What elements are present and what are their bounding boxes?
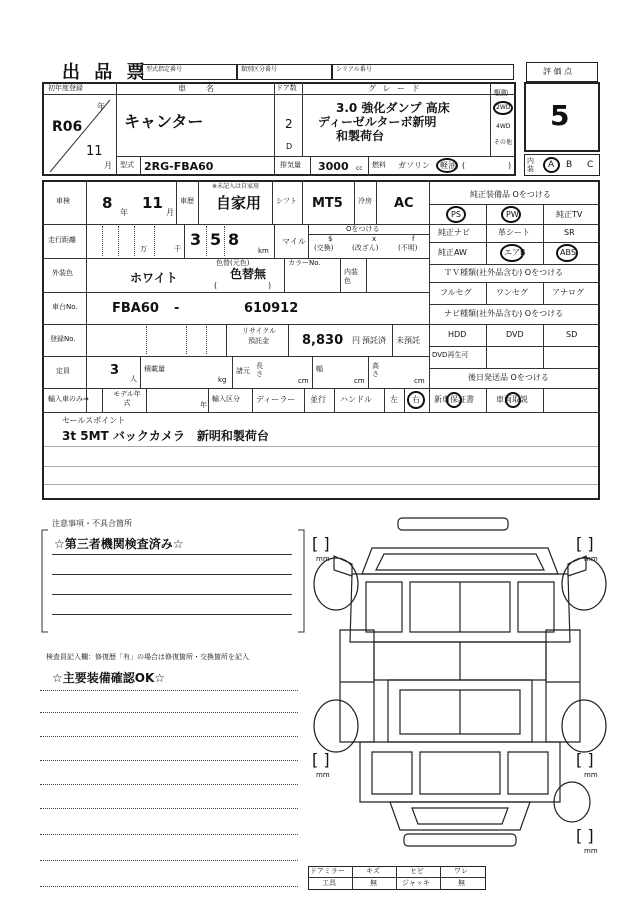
tv-analog: アナログ [552,288,584,297]
mileage-mark-1: $ [328,235,333,243]
equip-airbag-circle [500,244,524,262]
color-no-label: カラーNo. [288,259,321,267]
mileage-mark-2-label: (改ざん) [352,244,379,252]
model-year-label: モデル年式 [113,390,141,407]
first-reg-year-unit: 年 [97,102,105,111]
tv-type-title: ＴＶ種類(社外品含む) Oをつける [444,268,564,277]
bottom-break: ワレ [454,867,468,875]
repaint-value: 色替無 [230,267,267,281]
model-label: 型式 [120,161,134,169]
interior-b: B [566,160,573,170]
drive-2wd-circle [493,101,513,115]
ac-value: AC [394,196,414,211]
equip-abs-circle [556,244,578,262]
mileage-sen: 千 [174,245,181,253]
bottom-jack-none: 無 [458,879,465,887]
handle-label: ハンドル [340,395,372,404]
handle-right-circle [407,391,425,409]
bottom-tools-none: 無 [370,879,377,887]
deposit-paid: 預託済 [362,336,386,345]
length-unit: cm [298,377,309,385]
bottom-scratch: キズ [366,867,380,875]
drive-4wd: 4WD [496,123,511,130]
tv-fullseg: フルセグ [440,288,472,297]
mm-label-fr: mm [584,555,598,563]
mileage-mark-1-label: (交換) [314,244,334,252]
first-reg-month: 11 [86,144,103,159]
navi-hdd: HDD [448,330,467,339]
bottom-tools: 工具 [322,879,336,887]
doors-label: ドア数 [276,84,297,92]
inspector-text: ☆主要装備確認OK☆ [52,671,166,685]
navi-sd: SD [566,330,578,339]
bottom-mirror: ドアミラー [310,867,345,875]
mileage-man: 万 [140,245,147,253]
mileage-mile: マイル [282,237,306,246]
mm-label-rr: mm [584,771,598,779]
tv-oneseg: ワンセグ [496,288,528,297]
first-reg-label: 初年度登録 [48,84,83,92]
form-title: 出 品 票 [62,62,149,83]
recycle-label-1: リサイクル [242,327,277,335]
equip-ps: PS [451,210,461,219]
equip-leather: 革シート [498,228,530,237]
ext-color-value: ホワイト [130,271,178,285]
equip-aw: 純正AW [438,248,467,257]
equip-tv: 純正TV [556,210,583,219]
navi-type-title: ナビ種類(社外品含む) Oをつける [444,309,564,318]
capacity-label: 定員 [56,367,70,375]
mm-label-spare: mm [584,847,598,855]
history-note: ※未記入は自家用 [212,183,260,190]
shift-label: シフト [276,197,297,205]
equip-nav: 純正ナビ [438,228,470,237]
chassis-number: 610912 [244,301,299,316]
fuel-label: 燃料 [372,161,386,169]
recycle-unit: 円 [352,336,360,345]
dealer-option: ディーラー [256,395,296,404]
shift-value: MT5 [312,196,343,211]
displacement-label: 排気量 [280,161,301,169]
bottom-jack: ジャッキ [402,879,430,887]
notes-label: 注意事項・不具合箇所 [52,519,132,528]
fuel-diesel-circle [436,158,458,173]
inspection-year: 8 [102,194,113,212]
doors-value: 2 [285,117,293,131]
first-reg-era: R06 [52,119,83,135]
capacity-unit: 人 [130,375,137,383]
repaint-paren-close: ) [268,281,272,290]
chassis-label: 車台No. [52,303,78,311]
interior-c: C [587,160,594,170]
mm-bracket-fl: [ ] [312,534,330,553]
mileage-label: 走行距離 [48,236,76,244]
eval-label: 評 価 点 [543,67,573,76]
mileage-km: km [258,247,269,255]
chassis-dash: - [174,301,180,316]
bottom-crack: ヒビ [410,867,424,875]
handle-left: 左 [390,395,398,404]
deposit-unpaid: 未預託 [396,336,420,345]
fuel-gasoline: ガソリン [398,161,430,170]
mileage-mark-3: f [412,235,415,243]
fuel-paren: ( [462,161,466,170]
history-label: 車歴 [180,197,194,205]
equip-title: 純正装備品 Oをつける [470,190,551,199]
car-name: キャンター [124,112,204,131]
serial-label: シリアル番号 [336,66,372,73]
notes-text: ☆第三者機関検査済み☆ [54,537,184,551]
equip-pw: PW [506,210,519,219]
navi-dvd-player: DVD再生可 [432,351,469,359]
inspection-month-unit: 月 [166,208,174,217]
recycle-value: 8,830 [302,333,344,348]
height-unit: cm [414,377,425,385]
later-title: 後日発送品 Oをつける [468,373,549,382]
interior-a: A [548,160,555,170]
recycle-label-2: 預託金 [248,337,269,345]
later-manual-circle [505,392,521,408]
interior-a-circle [543,157,560,173]
ac-label: 冷房 [358,197,372,205]
mm-bracket-rl: [ ] [312,750,330,769]
drive-label: 駆動 [494,89,508,97]
sales-point-text: 3t 5MT バックカメラ 新明和製荷台 [62,429,269,443]
inspection-year-unit: 年 [120,208,128,217]
import-div-label: 輸入区分 [212,395,240,403]
later-warranty: 新車保証書 [434,395,474,404]
equip-sr: SR [564,228,575,237]
doors-unit: D [286,142,293,151]
mileage-digit-2: 5 [210,230,222,249]
int-color-label: 内装色 [344,268,358,285]
mileage-digit-3: 8 [228,230,240,249]
repaint-label: 色替(元色) [216,259,250,267]
mm-label-fl: mm [316,555,330,563]
grade-line-1: 3.0 強化ダンプ 高床 [336,101,450,115]
inspector-label: 検査員記入欄：修復歴「有」の場合は修復箇所・交換箇所を記入 [46,653,249,661]
equip-airbag: エアB [504,248,526,257]
width-unit: cm [354,377,365,385]
interior-label: 内装 [527,157,534,173]
width-label: 幅 [316,365,323,373]
score-value: 5 [550,99,570,132]
mileage-digit-1: 3 [190,230,202,249]
mm-bracket-spare: [ ] [576,826,594,845]
repaint-paren-open: ( [214,281,218,290]
later-manual: 車両取説 [496,395,528,404]
import-label: 輸入車のみ⇒ [48,395,89,403]
height-label: 高さ [372,362,379,378]
mm-label-rl: mm [316,771,330,779]
fuel-diesel: 軽油 [440,161,456,170]
fuel-paren-close: ) [508,161,512,170]
history-value: 自家用 [216,194,262,212]
ext-color-label: 外装色 [52,269,73,277]
drive-2wd: 2WD [496,104,511,111]
first-reg-month-unit: 月 [104,161,112,170]
mm-bracket-rr: [ ] [576,750,594,769]
displacement-value: 3000 [318,160,349,173]
chassis-prefix: FBA60 [112,301,159,316]
car-name-label: 車 名 [178,84,220,93]
later-warranty-circle [446,392,462,408]
mileage-mark-3-label: (不明) [398,244,418,252]
mileage-mark-2: x [372,235,377,243]
capacity-value: 3 [110,363,120,378]
equip-pw-circle [501,206,521,223]
mileage-circle-note: Oをつける [346,225,380,233]
model-value: 2RG-FBA60 [144,160,214,173]
parallel-option: 並行 [310,395,326,404]
grade-line-2: ディーゼルターボ新明 [318,115,437,129]
grade-label: グ レ ー ド [368,84,422,93]
handle-right: 右 [412,395,420,404]
vehicle-damage-diagram [300,512,620,866]
class-label: 類別区分番号 [241,66,278,73]
load-unit: kg [218,376,227,384]
displacement-unit: cc [356,165,363,172]
load-label: 積載量 [144,365,165,373]
inspection-month: 11 [142,194,163,212]
navi-dvd: DVD [506,330,524,339]
regno-label: 登録No. [50,335,76,343]
grade-line-3: 和製荷台 [336,129,385,143]
dims-label: 諸元 [236,367,250,375]
model-cert-label: 型式指定番号 [146,66,183,73]
sales-point-label: セールスポイント [62,416,126,425]
mm-bracket-fr: [ ] [576,534,594,553]
drive-other: その他 [494,139,513,146]
length-label: 長さ [256,362,263,378]
equip-ps-circle [446,206,466,223]
equip-abs: ABS [560,248,576,257]
inspection-label: 車検 [56,197,70,205]
model-year-unit: 年 [200,401,207,409]
